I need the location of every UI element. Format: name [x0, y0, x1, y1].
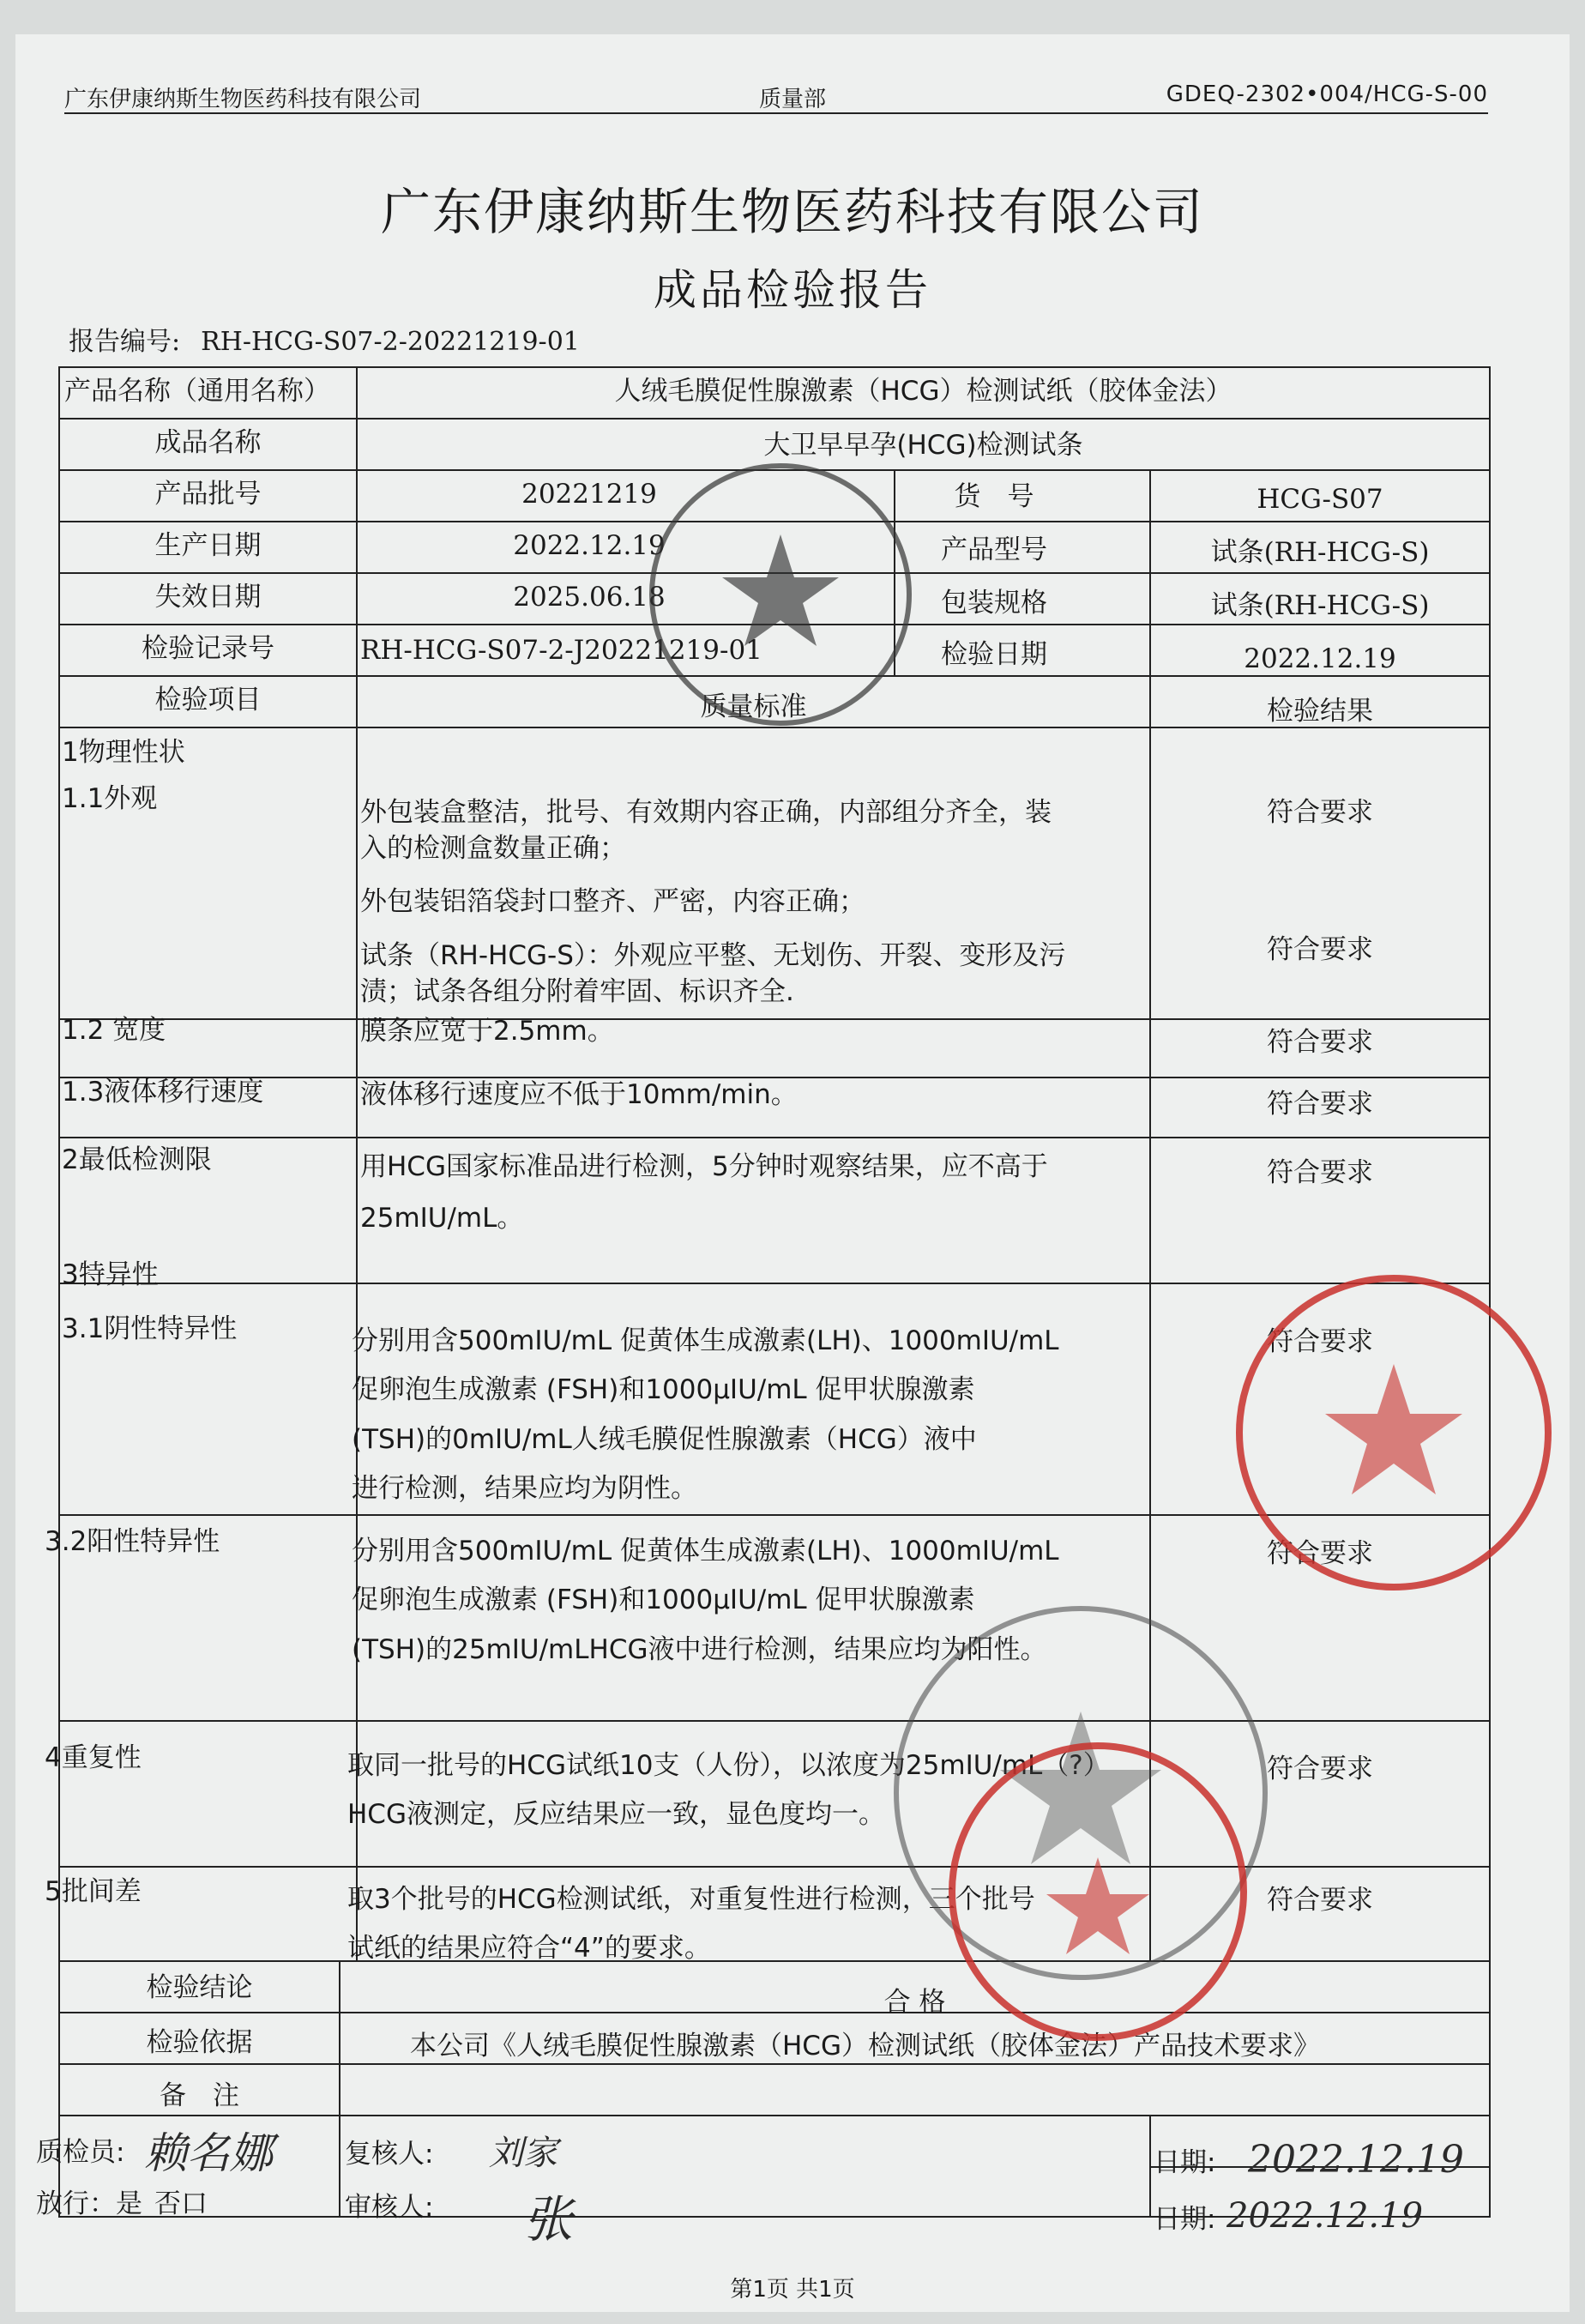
mfg-date-label: 生产日期 — [154, 530, 262, 561]
company-title: 广东伊康纳斯生物医药科技有限公司 — [380, 183, 1204, 241]
inspector-label: 质检员: — [36, 2137, 125, 2168]
date2-handwritten: 2022.12.19 — [1226, 2196, 1424, 2236]
red-seal-stamp-right — [1222, 1261, 1565, 1604]
col-standard-header: 质量标准 — [700, 691, 807, 722]
record-no-value: RH-HCG-S07-2-J20221219-01 — [360, 635, 762, 666]
expiry-value: 2025.06.18 — [513, 582, 666, 613]
repeatability-standard: 取同一批号的HCG试纸10支（人份），以浓度为25mIU/mL（?） HCG液测定，反应结果应一致，显色度均一。 — [347, 1750, 1110, 1831]
item-negative: 3.1阴性特异性 — [62, 1313, 238, 1344]
package-label: 包装规格 — [941, 588, 1047, 619]
result-appearance-2: 符合要求 — [1267, 934, 1373, 965]
result-batch-variation: 符合要求 — [1267, 1885, 1373, 1916]
header-doc-code: GDEQ-2302•004/HCG-S-00 — [1166, 81, 1488, 107]
page-footer: 第1页 共1页 — [730, 2277, 855, 2303]
release-no-option: 否口 — [154, 2188, 208, 2219]
generic-name-label: 产品名称（通用名称） — [64, 376, 330, 407]
mfg-date-value: 2022.12.19 — [513, 530, 666, 561]
item-lod: 2最低检测限 — [62, 1144, 212, 1175]
test-date-label: 检验日期 — [941, 639, 1047, 670]
item-repeatability: 4重复性 — [45, 1742, 142, 1773]
conclusion-label: 检验结论 — [146, 1972, 253, 2003]
report-number-label: 报告编号: — [69, 327, 181, 357]
section-physical: 1物理性状 — [62, 737, 185, 768]
item-flow: 1.3液体移行速度 — [62, 1077, 264, 1108]
red-seal-stamp-bottom — [935, 1729, 1261, 2055]
model-label: 产品型号 — [941, 534, 1047, 565]
batch-value: 20221219 — [521, 479, 657, 510]
result-lod: 符合要求 — [1267, 1157, 1373, 1188]
section-specificity: 3特异性 — [62, 1259, 159, 1290]
reviewer-label: 复核人: — [345, 2139, 434, 2170]
lod-standard: 用HCG国家标准品进行检测，5分钟时观察结果，应不高于 25mIU/mL。 — [360, 1151, 1048, 1234]
batch-label: 产品批号 — [154, 479, 262, 510]
remark-label: 备 注 — [160, 2080, 239, 2111]
negative-standard: 分别用含500mIU/mL 促黄体生成激素(LH)、1000mIU/mL 促卵泡生成激素 (FSH)和1000μIU/mL 促甲状腺激素 (TSH)的0mIU/mL人绒毛膜促性腺激素（HCG）液中 进行检测，结果应均为阴性。 — [352, 1325, 1059, 1505]
approver-signature: 张 — [523, 2190, 574, 2249]
report-number-value: RH-HCG-S07-2-20221219-01 — [201, 327, 580, 357]
report-title: 成品检验报告 — [654, 265, 931, 315]
batch-variation-standard: 取3个批号的HCG检测试纸，对重复性进行检测，三个批号 试纸的结果应符合“4”的要求。 — [347, 1884, 1035, 1965]
col-item-header: 检验项目 — [154, 685, 262, 715]
release-label: 放行：是 — [36, 2188, 142, 2219]
reviewer-signature: 刘家 — [489, 2134, 557, 2173]
header-department: 质量部 — [759, 87, 827, 112]
product-name-value: 大卫早早孕(HCG)检测试条 — [763, 430, 1083, 461]
product-name-label: 成品名称 — [154, 427, 262, 458]
inspection-seal-stamp — [639, 453, 922, 736]
result-width: 符合要求 — [1267, 1027, 1373, 1058]
item-positive: 3.2阳性特异性 — [45, 1526, 220, 1557]
result-positive: 符合要求 — [1267, 1538, 1373, 1569]
record-no-label: 检验记录号 — [142, 633, 274, 664]
approver-label: 审核人: — [345, 2192, 434, 2223]
inspector-signature: 赖名娜 — [144, 2128, 273, 2178]
item-width: 1.2 宽度 — [62, 1015, 166, 1046]
item-no-label: 货 号 — [954, 481, 1034, 512]
expiry-label: 失效日期 — [154, 582, 262, 613]
test-date-value: 2022.12.19 — [1244, 643, 1396, 674]
width-standard: 膜条应宽于2.5mm。 — [360, 1016, 614, 1047]
appearance-standard: 外包装盒整洁，批号、有效期内容正确，内部组分齐全，装 入的检测盒数量正确； 外包装铝箔袋封口整齐、严密，内容正确； 试条（RH-HCG-S）：外观应平整、无划伤、开裂、变形及污 渍；试条各组分附着牢固、标识齐全. — [360, 797, 1066, 1008]
result-repeatability: 符合要求 — [1267, 1754, 1373, 1784]
conclusion-value: 合 格 — [883, 1987, 946, 2018]
result-negative: 符合要求 — [1267, 1326, 1373, 1357]
header-company: 广东伊康纳斯生物医药科技有限公司 — [64, 87, 422, 112]
model-value: 试条(RH-HCG-S) — [1210, 537, 1430, 568]
basis-label: 检验依据 — [146, 2027, 253, 2058]
result-appearance-1: 符合要求 — [1267, 797, 1373, 828]
result-flow: 符合要求 — [1267, 1089, 1373, 1120]
date1-handwritten: 2022.12.19 — [1248, 2138, 1464, 2182]
basis-value: 本公司《人绒毛膜促性腺激素（HCG）检测试纸（胶体金法）产品技术要求》 — [410, 2031, 1320, 2061]
date1-label: 日期: — [1154, 2147, 1216, 2178]
item-no-value: HCG-S07 — [1257, 484, 1383, 515]
item-appearance: 1.1外观 — [62, 783, 158, 814]
item-batch-variation: 5批间差 — [45, 1876, 142, 1907]
date2-label: 日期: — [1154, 2204, 1216, 2235]
generic-name-value: 人绒毛膜促性腺激素（HCG）检测试纸（胶体金法） — [614, 376, 1232, 407]
positive-standard: 分别用含500mIU/mL 促黄体生成激素(LH)、1000mIU/mL 促卵泡生成激素 (FSH)和1000μIU/mL 促甲状腺激素 (TSH)的25mIU/mLHCG液中进行检测，结果应均为阳性。 — [352, 1536, 1059, 1665]
col-result-header: 检验结果 — [1267, 696, 1373, 727]
flow-standard: 液体移行速度应不低于10mm/min。 — [360, 1079, 798, 1110]
package-value: 试条(RH-HCG-S) — [1210, 590, 1430, 621]
